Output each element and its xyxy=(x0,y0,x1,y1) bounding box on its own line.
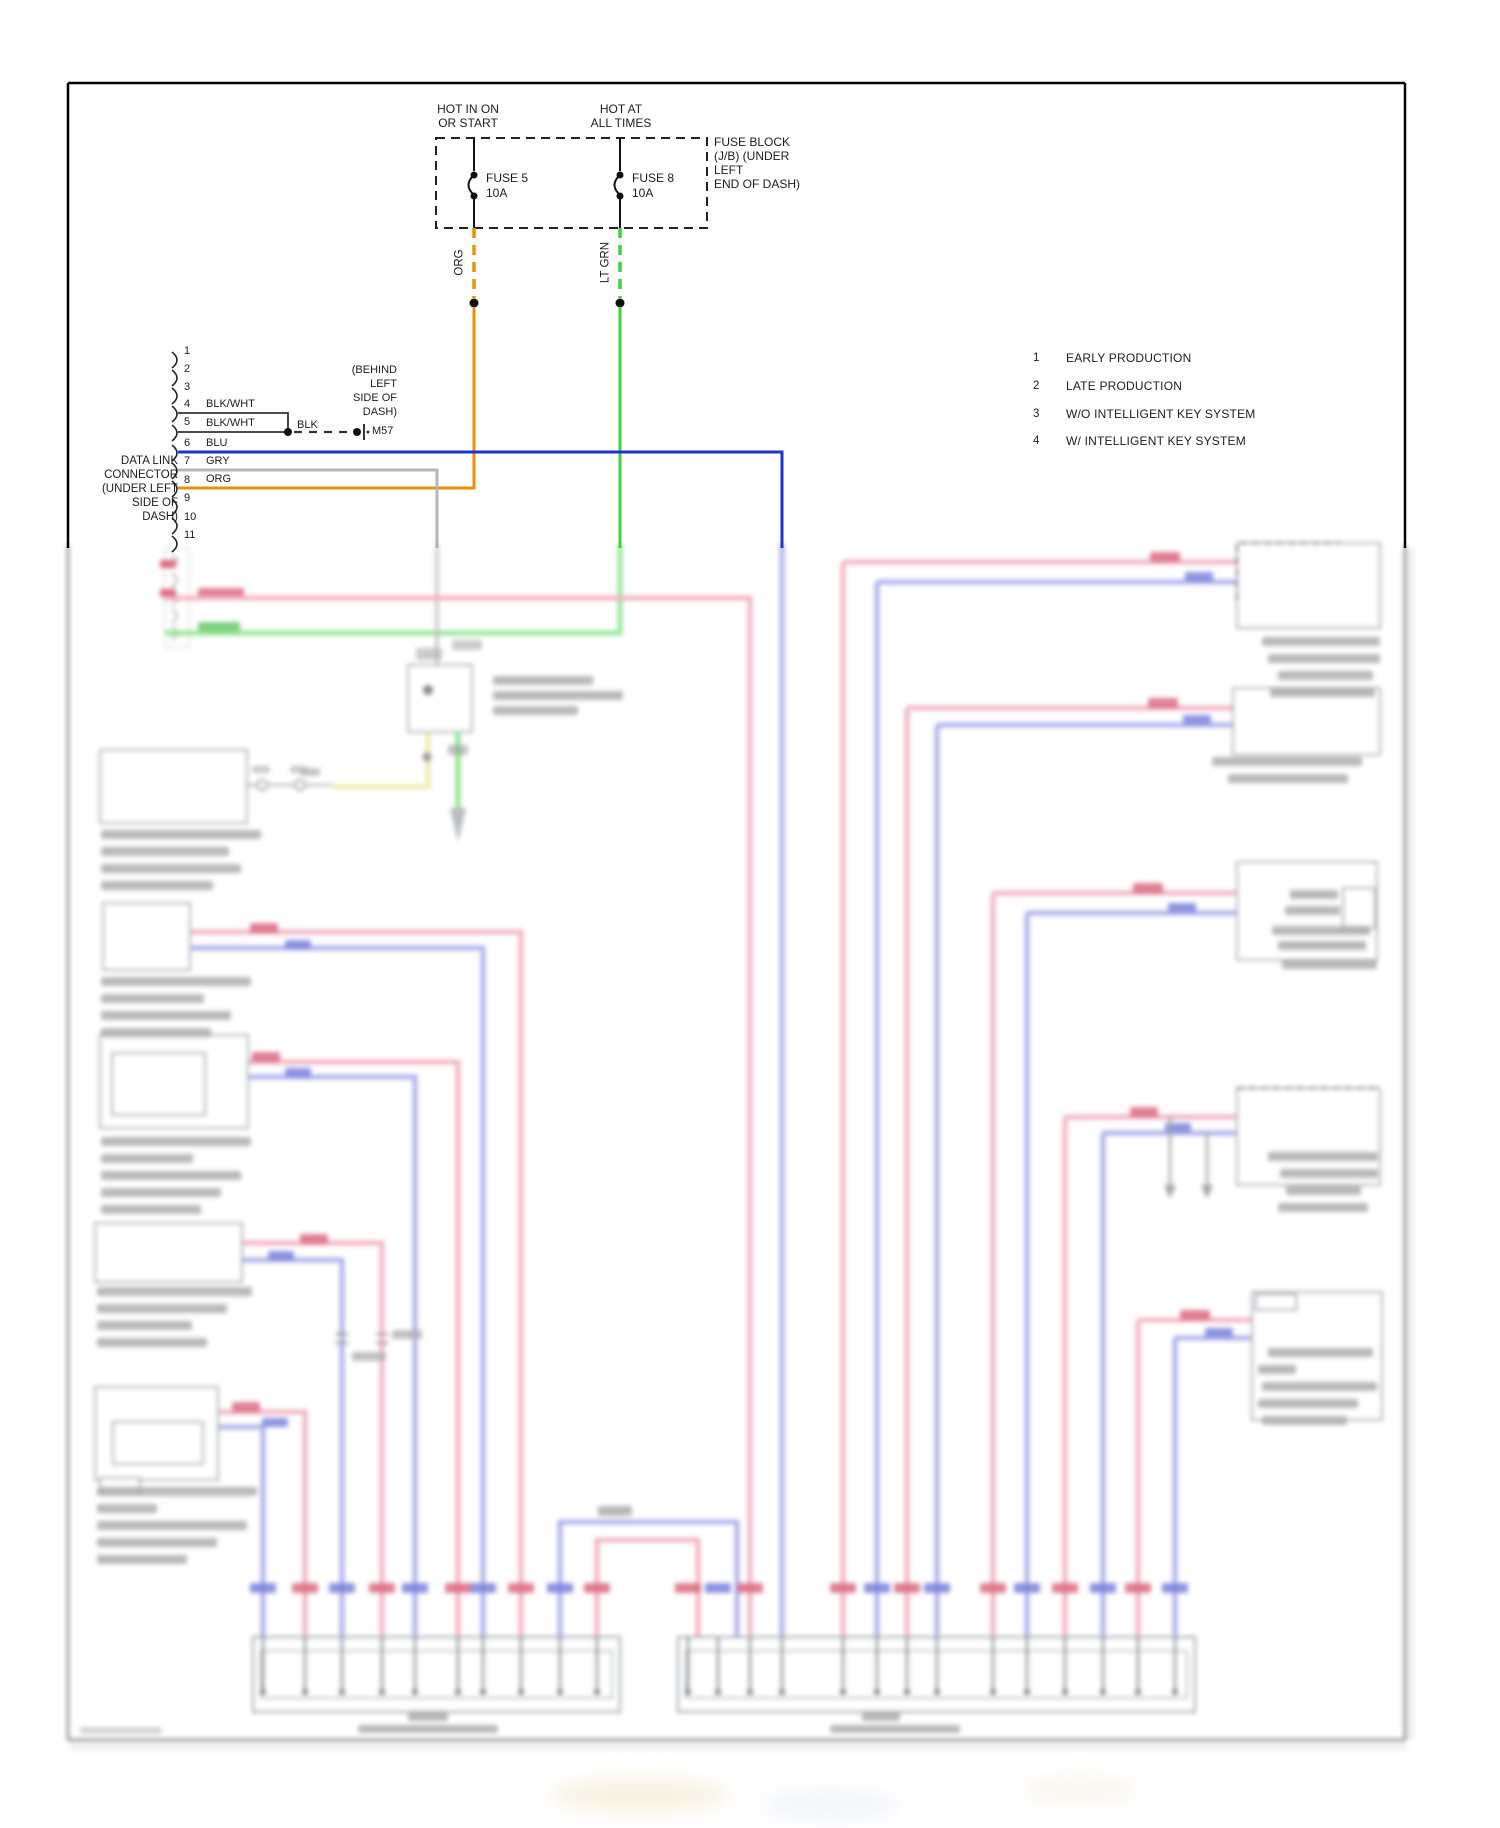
ground-loc-4: DASH) xyxy=(362,406,397,418)
or-start-label: OR START xyxy=(438,116,498,130)
legend-num-3: 3 xyxy=(1033,408,1040,420)
dlc-pin-2: 2 xyxy=(184,363,191,375)
dlc-pin-5: 5 xyxy=(184,416,191,428)
fuse5-symbol xyxy=(469,138,478,228)
fuse-block-label-3: LEFT xyxy=(714,163,744,177)
lt-grn-vertical-label: LT GRN xyxy=(599,241,612,284)
dlc-pin-7: 7 xyxy=(184,455,191,467)
wire-label-gry: GRY xyxy=(206,455,230,467)
hot-at-label: HOT AT xyxy=(599,102,643,116)
dlc-pin-9: 9 xyxy=(184,492,191,504)
dlc-label-2: CONNECTOR xyxy=(104,469,178,481)
dlc-label-5: DASH) xyxy=(142,511,178,523)
ground-loc-2: LEFT xyxy=(370,378,397,390)
legend-label-1: EARLY PRODUCTION xyxy=(1066,351,1192,365)
dlc-pin-3: 3 xyxy=(184,381,191,393)
hot-in-on-label: HOT IN ON xyxy=(437,102,499,116)
legend-num-2: 2 xyxy=(1033,380,1040,392)
dlc-label-3: (UNDER LEFT xyxy=(101,483,178,495)
wire-lt-grn xyxy=(616,228,625,548)
wire-blu xyxy=(178,452,782,548)
ground-id-m57: M57 xyxy=(372,425,394,437)
dlc-pin-10: 10 xyxy=(184,511,197,523)
fuse8-rating: 10A xyxy=(632,186,654,200)
legend-label-3: W/O INTELLIGENT KEY SYSTEM xyxy=(1066,407,1256,421)
legend-num-1: 1 xyxy=(1033,352,1040,364)
dlc-pin-4: 4 xyxy=(184,398,191,410)
wire-label-blu: BLU xyxy=(206,437,228,449)
wire-label-org: ORG xyxy=(206,473,232,485)
org-vertical-label: ORG xyxy=(453,249,466,276)
fuse-block-label-4: END OF DASH) xyxy=(714,177,801,191)
fuse5-name: FUSE 5 xyxy=(486,171,529,185)
dlc-pin-8: 8 xyxy=(184,474,191,486)
legend-label-2: LATE PRODUCTION xyxy=(1066,379,1183,393)
dlc-pin-11: 11 xyxy=(184,529,196,541)
all-times-label: ALL TIMES xyxy=(590,116,652,130)
dlc-label-1: DATA LINK xyxy=(120,455,178,467)
wire-label-blkwht-2: BLK/WHT xyxy=(206,417,255,429)
fuse-block-label-1: FUSE BLOCK xyxy=(714,135,791,149)
fuse5-rating: 10A xyxy=(486,186,508,200)
fuse-block-label-2: (J/B) (UNDER xyxy=(714,149,790,163)
fuse8-name: FUSE 8 xyxy=(632,171,675,185)
legend-num-4: 4 xyxy=(1033,435,1040,447)
dlc-label-4: SIDE OF xyxy=(131,497,178,509)
wire-label-blk: BLK xyxy=(297,419,318,431)
fuse8-symbol xyxy=(615,138,624,228)
wire-label-blkwht-1: BLK/WHT xyxy=(206,398,255,410)
ground-loc-1: (BEHIND xyxy=(351,364,397,376)
dlc-pin-6: 6 xyxy=(184,437,191,449)
ground-loc-3: SIDE OF xyxy=(352,392,397,404)
legend-label-4: W/ INTELLIGENT KEY SYSTEM xyxy=(1066,434,1246,448)
dlc-pin-1: 1 xyxy=(184,345,191,357)
